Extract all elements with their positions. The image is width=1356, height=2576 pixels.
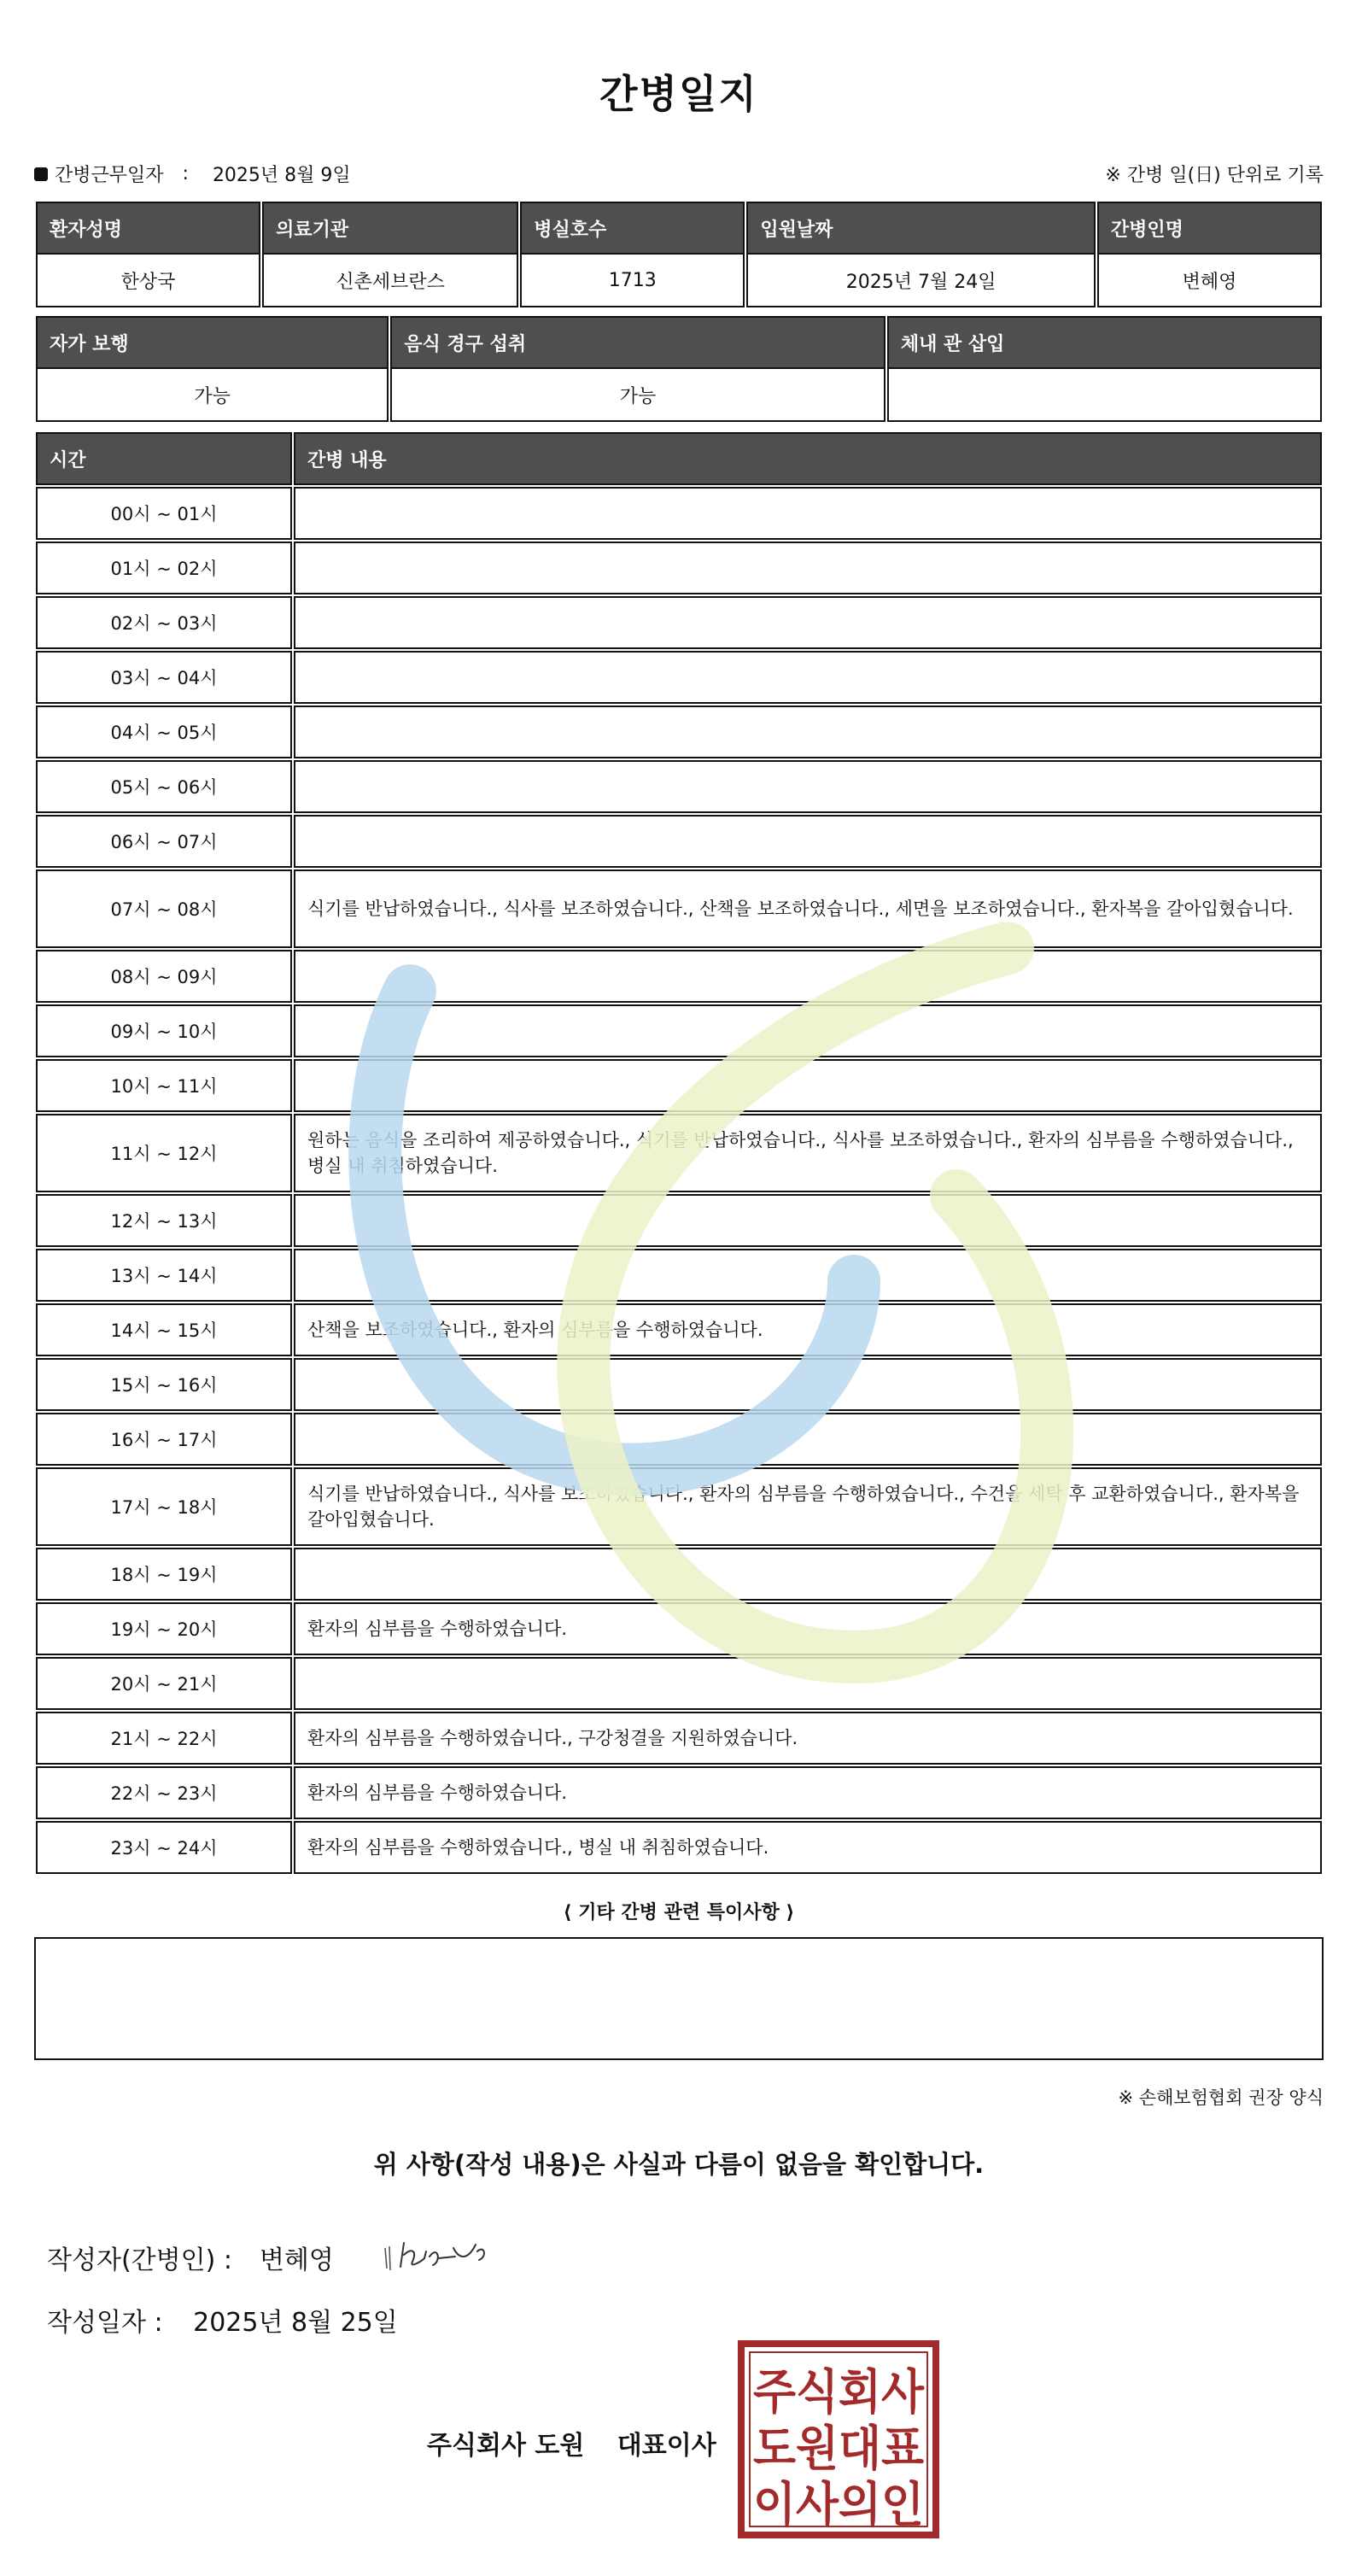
writer-label: 작성자(간병인) : — [47, 2245, 232, 2275]
work-date-value: 2025년 8월 9일 — [212, 165, 351, 186]
time-cell: 06시 ~ 07시 — [36, 815, 292, 868]
notes-title: ⟨ 기타 간병 관련 특이사항 ⟩ — [563, 1902, 795, 1923]
hospital-name: 신촌세브란스 — [262, 255, 518, 307]
svg-text:도원대표: 도원대표 — [753, 2421, 924, 2477]
work-date-label: 간병근무일자 — [55, 165, 164, 186]
writer-line — [47, 2236, 493, 2279]
time-cell: 16시 ~ 17시 — [36, 1413, 292, 1466]
care-content-cell — [294, 760, 1322, 813]
care-content-cell: 원하는 음식을 조리하여 제공하였습니다., 식기를 반납하였습니다., 식사를 보조하였습니다., 환자의 심부름을 수행하였습니다., 병실 내 취침하였습니다. — [294, 1114, 1322, 1192]
time-cell: 09시 ~ 10시 — [36, 1004, 292, 1057]
patient-info-table — [34, 202, 1324, 307]
time-cell: 10시 ~ 11시 — [36, 1059, 292, 1112]
care-content-cell: 식기를 반납하였습니다., 식사를 보조하였습니다., 산책을 보조하였습니다., 세면을 보조하였습니다., 환자복을 갈아입혔습니다. — [294, 869, 1322, 948]
table-row — [36, 1548, 1322, 1601]
care-content-cell — [294, 1059, 1322, 1112]
table-row — [36, 950, 1322, 1003]
unit-note: ※ 간병 일(日) 단위로 기록 — [1105, 165, 1324, 186]
write-date-value: 2025년 8월 25일 — [193, 2308, 398, 2338]
header-care-content: 간병 내용 — [294, 432, 1322, 485]
care-log-table — [34, 430, 1324, 1876]
oral-intake-value: 가능 — [390, 369, 885, 422]
care-content-cell — [294, 1413, 1322, 1466]
company-name: 주식회사 도원 — [427, 2431, 585, 2461]
time-cell: 13시 ~ 14시 — [36, 1249, 292, 1302]
care-content-cell: 환자의 심부름을 수행하였습니다., 구강청결을 지원하였습니다. — [294, 1712, 1322, 1765]
time-cell: 17시 ~ 18시 — [36, 1467, 292, 1546]
time-cell: 20시 ~ 21시 — [36, 1657, 292, 1710]
table-row — [36, 651, 1322, 704]
care-content-cell — [294, 542, 1322, 594]
table-row — [36, 487, 1322, 540]
care-content-cell — [294, 487, 1322, 540]
time-cell: 22시 ~ 23시 — [36, 1766, 292, 1819]
care-content-cell — [294, 1657, 1322, 1710]
table-row — [36, 1467, 1322, 1546]
care-content-cell — [294, 950, 1322, 1003]
table-row — [36, 1249, 1322, 1302]
self-walking-value: 가능 — [36, 369, 389, 422]
time-cell: 04시 ~ 05시 — [36, 705, 292, 758]
svg-text:주식회사: 주식회사 — [753, 2365, 925, 2421]
table-row — [36, 1194, 1322, 1247]
care-content-cell — [294, 705, 1322, 758]
table-row — [36, 1303, 1322, 1356]
table-row — [36, 1004, 1322, 1057]
room-number: 1713 — [520, 255, 745, 307]
care-content-cell: 환자의 심부름을 수행하였습니다. — [294, 1766, 1322, 1819]
header-room: 병실호수 — [520, 202, 745, 255]
table-row — [36, 1657, 1322, 1710]
time-cell: 03시 ~ 04시 — [36, 651, 292, 704]
page-title: 간병일지 — [599, 71, 758, 117]
write-date-line — [47, 2301, 398, 2339]
header-tube-insertion: 체내 관 삽입 — [887, 316, 1322, 369]
table-row — [36, 1712, 1322, 1765]
time-cell: 00시 ~ 01시 — [36, 487, 292, 540]
patient-name: 한상국 — [36, 255, 260, 307]
table-row — [36, 1358, 1322, 1411]
care-content-cell: 산책을 보조하였습니다., 환자의 심부름을 수행하였습니다. — [294, 1303, 1322, 1356]
time-cell: 01시 ~ 02시 — [36, 542, 292, 594]
table-row — [36, 1766, 1322, 1819]
writer-name: 변혜영 — [259, 2245, 334, 2275]
table-row — [36, 1602, 1322, 1655]
time-cell: 12시 ~ 13시 — [36, 1194, 292, 1247]
time-cell: 14시 ~ 15시 — [36, 1303, 292, 1356]
write-date-label: 작성일자 : — [47, 2308, 163, 2338]
table-row — [36, 705, 1322, 758]
table-row — [36, 1059, 1322, 1112]
care-content-cell — [294, 1249, 1322, 1302]
time-cell: 07시 ~ 08시 — [36, 869, 292, 948]
header-oral-intake: 음식 경구 섭취 — [390, 316, 885, 369]
header-admission-date: 입원날짜 — [746, 202, 1096, 255]
care-content-cell: 식기를 반납하였습니다., 식사를 보조하였습니다., 환자의 심부름을 수행하였습니다., 수건을 세탁 후 교환하였습니다., 환자복을 갈아입혔습니다. — [294, 1467, 1322, 1546]
patient-status-table — [34, 316, 1324, 422]
header-patient-name: 환자성명 — [36, 202, 260, 255]
care-content-cell — [294, 1548, 1322, 1601]
care-content-cell — [294, 1004, 1322, 1057]
table-row — [36, 596, 1322, 649]
table-row — [36, 815, 1322, 868]
time-cell: 11시 ~ 12시 — [36, 1114, 292, 1192]
time-cell: 23시 ~ 24시 — [36, 1821, 292, 1874]
admission-date: 2025년 7월 24일 — [746, 255, 1096, 307]
time-cell: 05시 ~ 06시 — [36, 760, 292, 813]
time-cell: 18시 ~ 19시 — [36, 1548, 292, 1601]
table-row — [36, 1413, 1322, 1466]
table-row — [36, 760, 1322, 813]
work-date-colon: : — [182, 163, 189, 184]
time-cell: 02시 ~ 03시 — [36, 596, 292, 649]
care-content-cell — [294, 815, 1322, 868]
signature-image — [382, 2236, 493, 2279]
table-row — [36, 542, 1322, 594]
table-row — [36, 869, 1322, 948]
company-line — [427, 2424, 716, 2462]
care-content-cell — [294, 1194, 1322, 1247]
notes-box — [34, 1937, 1324, 2060]
work-date — [34, 161, 351, 187]
confirmation-statement: 위 사항(작성 내용)은 사실과 다름이 없음을 확인합니다. — [373, 2150, 985, 2179]
care-content-cell — [294, 1358, 1322, 1411]
header-hospital: 의료기관 — [262, 202, 518, 255]
time-cell: 19시 ~ 20시 — [36, 1602, 292, 1655]
header-caregiver-name: 간병인명 — [1097, 202, 1322, 255]
company-seal-stamp — [738, 2340, 939, 2538]
recommendation-note: ※ 손해보험협회 권장 양식 — [1118, 2087, 1324, 2108]
care-content-cell: 환자의 심부름을 수행하였습니다. — [294, 1602, 1322, 1655]
care-content-cell — [294, 651, 1322, 704]
time-cell: 15시 ~ 16시 — [36, 1358, 292, 1411]
table-row — [36, 1114, 1322, 1192]
tube-insertion-value — [887, 369, 1322, 422]
company-role: 대표이사 — [617, 2431, 716, 2461]
time-cell: 08시 ~ 09시 — [36, 950, 292, 1003]
svg-text:이사의인: 이사의인 — [753, 2478, 924, 2533]
table-row — [36, 1821, 1322, 1874]
header-time: 시간 — [36, 432, 292, 485]
care-content-cell — [294, 596, 1322, 649]
time-cell: 21시 ~ 22시 — [36, 1712, 292, 1765]
header-self-walking: 자가 보행 — [36, 316, 389, 369]
caregiver-name: 변혜영 — [1097, 255, 1322, 307]
bullet-square-icon — [34, 167, 48, 181]
care-content-cell: 환자의 심부름을 수행하였습니다., 병실 내 취침하였습니다. — [294, 1821, 1322, 1874]
